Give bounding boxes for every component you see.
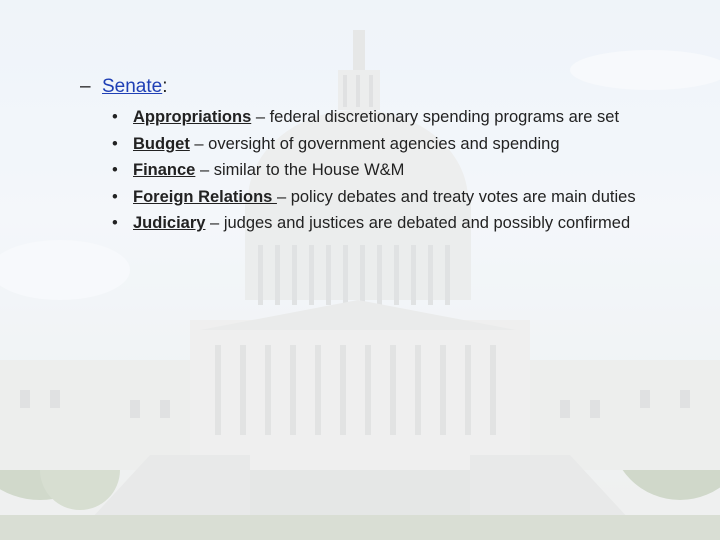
term-appropriations: Appropriations [133,108,252,126]
desc-judiciary: – judges and justices are debated and possibly confirmed [205,214,631,232]
desc-finance: – similar to the House W&M [195,161,405,179]
list-item-budget [112,133,702,156]
list-item-finance [112,159,702,182]
term-judiciary: Judiciary [133,214,206,232]
heading-dash: – [80,76,91,97]
list-item-judiciary [112,212,702,235]
term-foreign-relations: Foreign Relations [133,187,277,206]
list-item-appropriations [112,106,702,129]
term-finance: Finance [133,161,196,179]
term-budget: Budget [133,134,190,153]
senate-heading [80,74,168,100]
list-item-foreign-relations [112,186,702,209]
committee-list [112,106,702,239]
desc-appropriations: – federal discretionary spending programs are set [251,108,620,126]
heading-colon: : [162,76,168,97]
desc-budget: – oversight of government agencies and spending [189,134,560,153]
senate-link[interactable]: Senate [102,76,163,97]
desc-foreign-relations: – policy debates and treaty votes are main duties [276,187,636,206]
